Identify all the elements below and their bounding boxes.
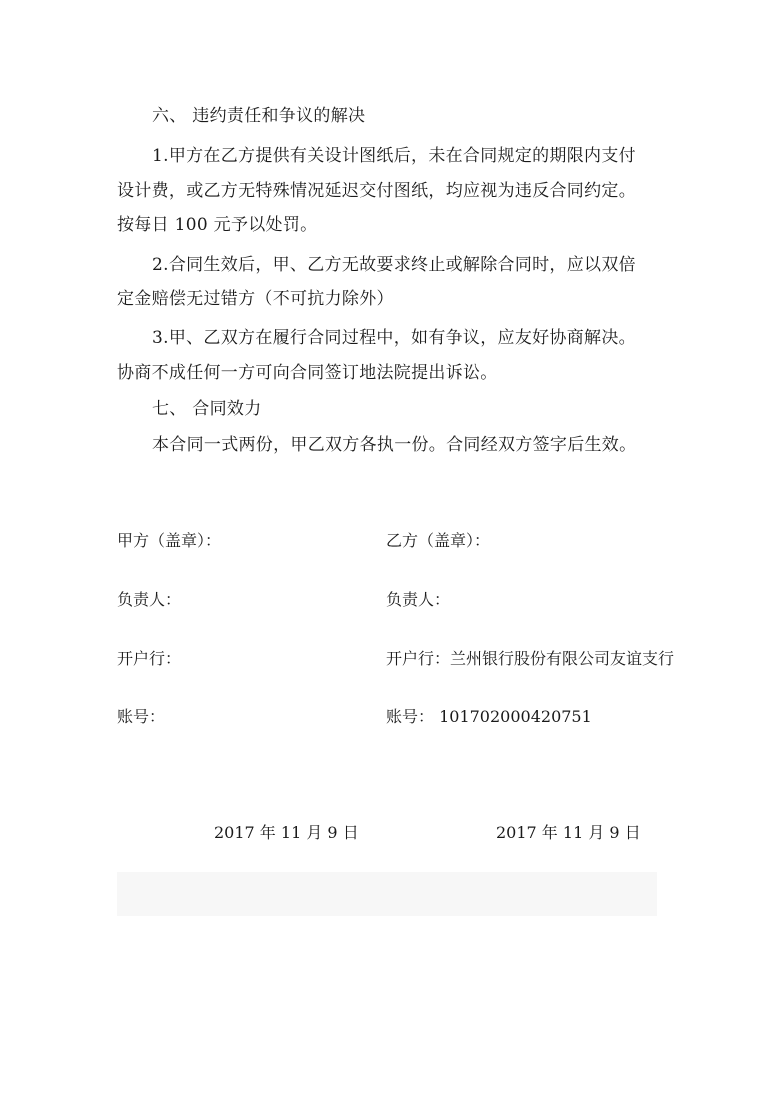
section-6-heading: 六、 违约责任和争议的解决 xyxy=(152,106,366,126)
party-b-person-label: 负责人： xyxy=(386,590,451,609)
clause-2-line-2: 定金赔偿无过错方（不可抗力除外） xyxy=(117,289,394,309)
party-b-bank-label: 开户行：兰州银行股份有限公司友谊支行 xyxy=(386,649,675,668)
party-a-seal-label: 甲方（盖章）： xyxy=(117,531,222,550)
section-7-text: 本合同一式两份，甲乙双方各执一份。合同经双方签字后生效。 xyxy=(152,435,637,455)
footer-band xyxy=(117,872,657,916)
party-a-date: 2017 年 11 月 9 日 xyxy=(214,823,359,842)
clause-2-line-1: 2.合同生效后，甲、乙方无故要求终止或解除合同时，应以双倍 xyxy=(152,255,636,275)
clause-1-line-1: 1.甲方在乙方提供有关设计图纸后，未在合同规定的期限内支付 xyxy=(152,146,636,166)
clause-1-line-3: 按每日 100 元予以处罚。 xyxy=(117,215,318,235)
party-a-person-label: 负责人： xyxy=(117,590,182,609)
party-b-date: 2017 年 11 月 9 日 xyxy=(496,823,641,842)
party-a-bank-label: 开户行： xyxy=(117,649,182,668)
clause-3-line-1: 3.甲、乙双方在履行合同过程中，如有争议，应友好协商解决。 xyxy=(152,328,636,348)
party-b-account-label: 账号： 101702000420751 xyxy=(386,707,592,726)
section-7-heading: 七、 合同效力 xyxy=(152,399,262,419)
clause-3-line-2: 协商不成任何一方可向合同签订地法院提出诉讼。 xyxy=(117,363,498,383)
party-a-account-label: 账号： xyxy=(117,707,166,726)
party-b-seal-label: 乙方（盖章）： xyxy=(386,531,491,550)
clause-1-line-2: 设计费，或乙方无特殊情况延迟交付图纸，均应视为违反合同约定。 xyxy=(117,181,636,201)
